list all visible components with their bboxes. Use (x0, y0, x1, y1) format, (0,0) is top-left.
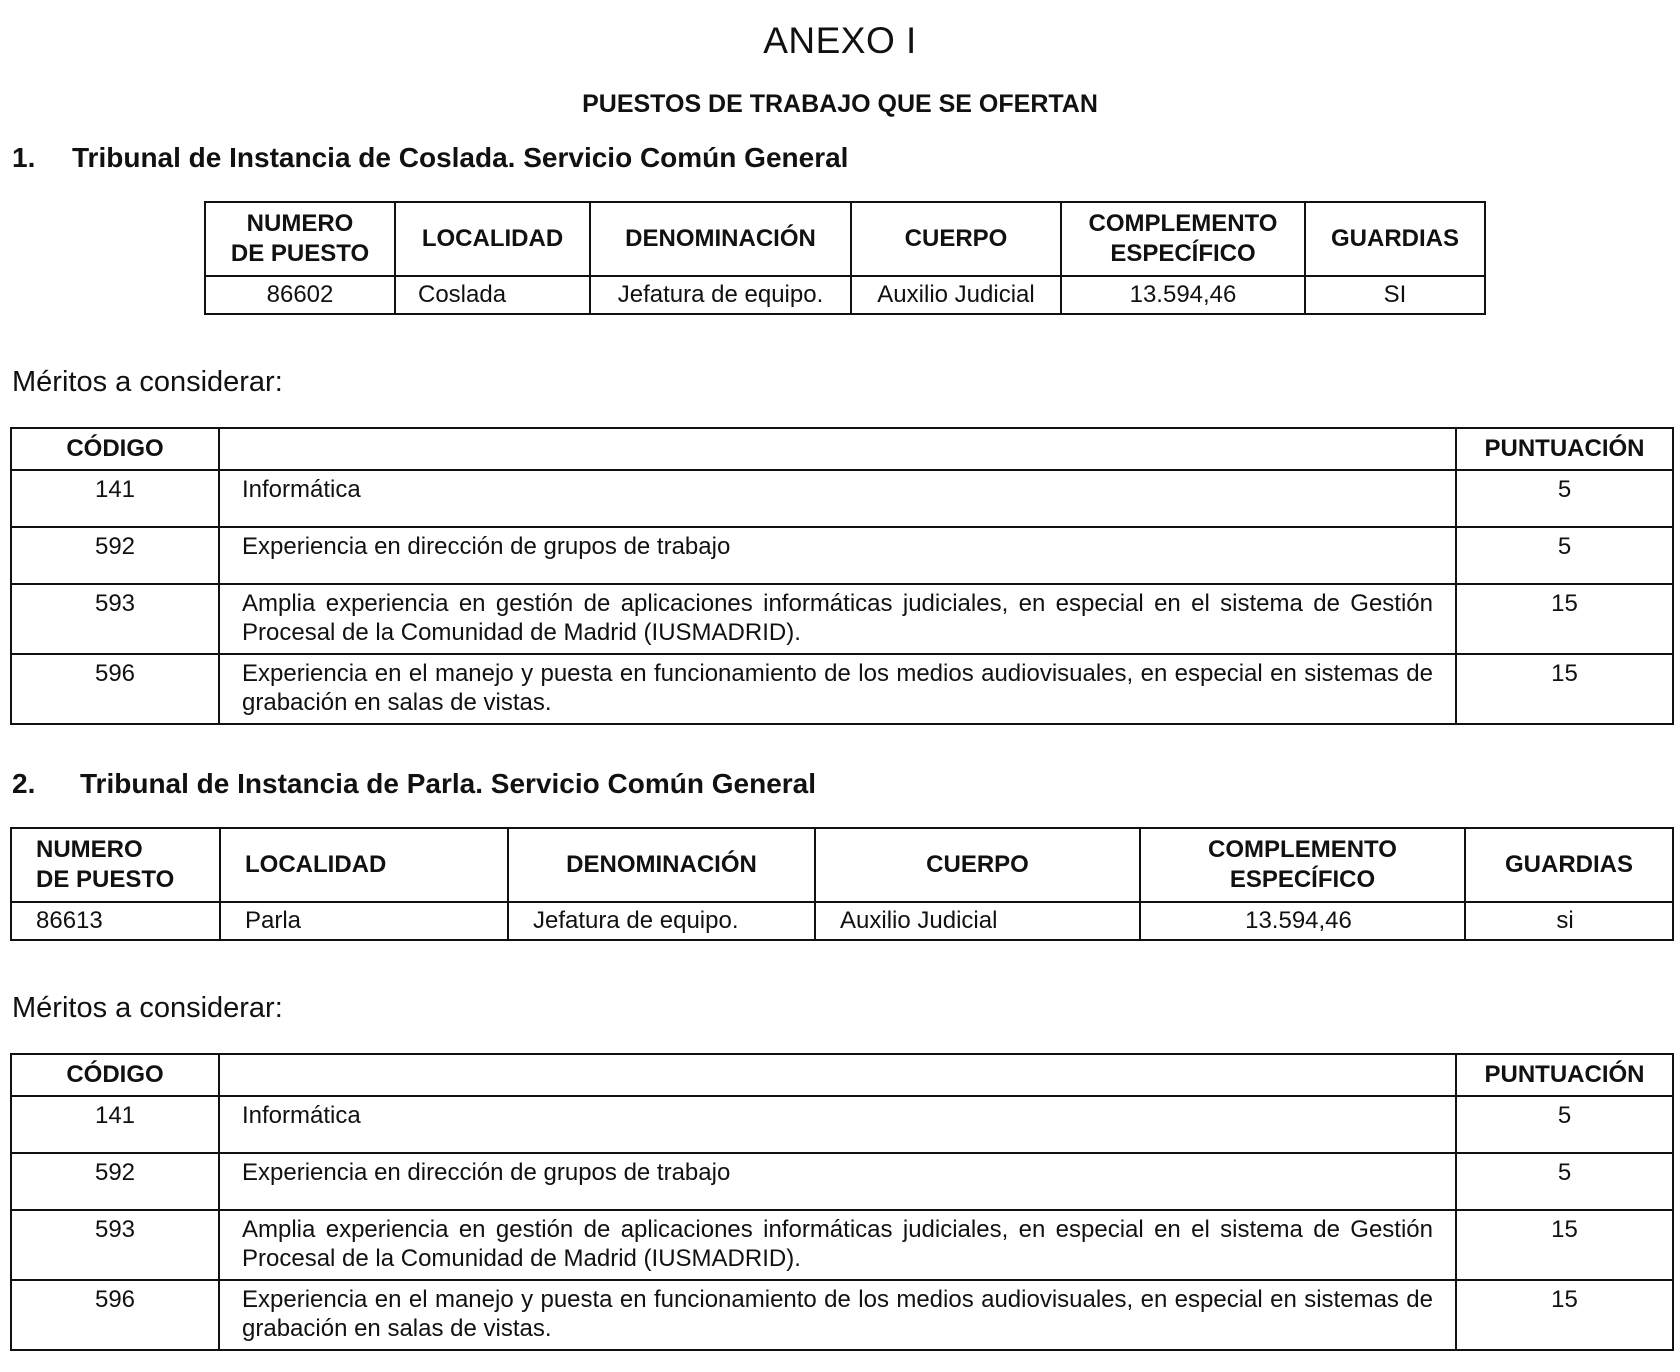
merit-code: 592 (11, 1153, 219, 1210)
header-numero-puesto: NUMERO DE PUESTO (205, 202, 395, 276)
merit-description: Informática (219, 1096, 1456, 1153)
header-codigo: CÓDIGO (11, 428, 219, 470)
header-numero-puesto: NUMERO DE PUESTO (11, 828, 220, 902)
header-cuerpo: CUERPO (815, 828, 1140, 902)
merit-row (11, 1096, 1673, 1153)
merit-row (11, 584, 1673, 654)
section-title: Tribunal de Instancia de Coslada. Servicio Común General (72, 142, 849, 173)
job-row (205, 276, 1485, 314)
merit-description: Experiencia en el manejo y puesta en funcionamiento de los medios audiovisuales, en especial en sistemas de grabación en salas de vistas. (219, 654, 1456, 724)
merit-score: 15 (1456, 1210, 1673, 1280)
merit-description: Experiencia en el manejo y puesta en funcionamiento de los medios audiovisuales, en especial en sistemas de grabación en salas de vistas. (219, 1280, 1456, 1350)
merit-code: 141 (11, 1096, 219, 1153)
merit-row (11, 470, 1673, 527)
job-localidad: Coslada (395, 276, 590, 314)
job-complemento: 13.594,46 (1061, 276, 1305, 314)
merit-score: 15 (1456, 654, 1673, 724)
merit-score: 5 (1456, 527, 1673, 584)
merit-score: 5 (1456, 1153, 1673, 1210)
job-table-parla (10, 827, 1674, 941)
merit-score: 5 (1456, 1096, 1673, 1153)
header-complemento-especifico: COMPLEMENTO ESPECÍFICO (1061, 202, 1305, 276)
job-row (11, 902, 1673, 940)
document-title: ANEXO I (763, 20, 917, 61)
header-denominacion: DENOMINACIÓN (590, 202, 851, 276)
merits-label: Méritos a considerar: (12, 366, 283, 398)
job-denominacion: Jefatura de equipo. (508, 902, 815, 940)
job-complemento: 13.594,46 (1140, 902, 1465, 940)
header-codigo: CÓDIGO (11, 1054, 219, 1096)
merit-code: 596 (11, 1280, 219, 1350)
header-denominacion: DENOMINACIÓN (508, 828, 815, 902)
section-heading-parla (12, 768, 816, 800)
merit-code: 593 (11, 1210, 219, 1280)
merit-row (11, 654, 1673, 724)
merit-row (11, 1153, 1673, 1210)
merit-description: Informática (219, 470, 1456, 527)
header-complemento-especifico: COMPLEMENTO ESPECÍFICO (1140, 828, 1465, 902)
header-descripcion (219, 1054, 1456, 1096)
section-heading-coslada (12, 142, 848, 174)
merit-score: 15 (1456, 584, 1673, 654)
merit-row (11, 1210, 1673, 1280)
header-guardias: GUARDIAS (1305, 202, 1485, 276)
job-numero: 86613 (11, 902, 220, 940)
merit-row (11, 527, 1673, 584)
merits-table-coslada (10, 427, 1674, 725)
header-puntuacion: PUNTUACIÓN (1456, 1054, 1673, 1096)
merits-header-row (11, 428, 1673, 470)
section-number: 2. (12, 768, 36, 799)
job-cuerpo: Auxilio Judicial (815, 902, 1140, 940)
job-cuerpo: Auxilio Judicial (851, 276, 1061, 314)
header-guardias: GUARDIAS (1465, 828, 1673, 902)
header-descripcion (219, 428, 1456, 470)
merits-header-row (11, 1054, 1673, 1096)
job-localidad: Parla (220, 902, 508, 940)
merit-description: Experiencia en dirección de grupos de trabajo (219, 527, 1456, 584)
job-guardias: si (1465, 902, 1673, 940)
merit-description: Amplia experiencia en gestión de aplicaciones informáticas judiciales, en especial en el sistema de Gestión Procesal de la Comunidad de Madrid (IUSMADRID). (219, 1210, 1456, 1280)
header-puntuacion: PUNTUACIÓN (1456, 428, 1673, 470)
merit-code: 596 (11, 654, 219, 724)
job-guardias: SI (1305, 276, 1485, 314)
merits-table-parla (10, 1053, 1674, 1351)
document-subtitle: PUESTOS DE TRABAJO QUE SE OFERTAN (582, 90, 1098, 118)
merit-code: 593 (11, 584, 219, 654)
job-numero: 86602 (205, 276, 395, 314)
header-localidad: LOCALIDAD (220, 828, 508, 902)
merit-row (11, 1280, 1673, 1350)
merit-code: 141 (11, 470, 219, 527)
header-cuerpo: CUERPO (851, 202, 1061, 276)
merits-label: Méritos a considerar: (12, 992, 283, 1024)
merit-score: 15 (1456, 1280, 1673, 1350)
merit-score: 5 (1456, 470, 1673, 527)
section-title: Tribunal de Instancia de Parla. Servicio Común General (80, 768, 817, 799)
merit-description: Experiencia en dirección de grupos de trabajo (219, 1153, 1456, 1210)
header-localidad: LOCALIDAD (395, 202, 590, 276)
job-table-coslada (204, 201, 1486, 315)
section-number: 1. (12, 142, 36, 173)
job-table-header-row (11, 828, 1673, 902)
job-denominacion: Jefatura de equipo. (590, 276, 851, 314)
merit-description: Amplia experiencia en gestión de aplicaciones informáticas judiciales, en especial en el sistema de Gestión Procesal de la Comunidad de Madrid (IUSMADRID). (219, 584, 1456, 654)
merit-code: 592 (11, 527, 219, 584)
job-table-header-row (205, 202, 1485, 276)
